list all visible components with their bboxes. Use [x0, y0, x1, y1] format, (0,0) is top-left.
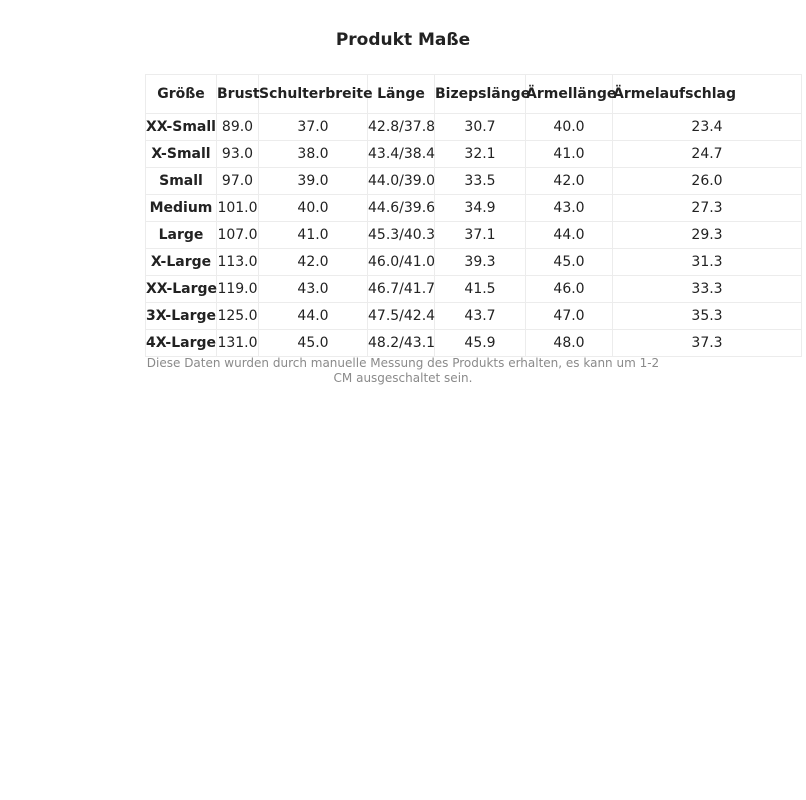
size-cell: Medium — [146, 195, 217, 222]
size-cell: Large — [146, 222, 217, 249]
table-cell: 23.4 — [613, 114, 802, 141]
table-cell: 43.0 — [259, 276, 368, 303]
table-cell: 41.5 — [435, 276, 526, 303]
table-cell: 43.0 — [526, 195, 613, 222]
table-cell: 89.0 — [217, 114, 259, 141]
column-header-length: Länge — [368, 75, 435, 114]
table-row — [146, 222, 802, 249]
measurement-note: Diese Daten wurden durch manuelle Messung des Produkts erhalten, es kann um 1-2 CM ausgeschaltet sein. — [146, 356, 660, 385]
size-cell: X-Large — [146, 249, 217, 276]
table-cell: 29.3 — [613, 222, 802, 249]
column-header-cuff: Ärmelaufschlag — [613, 75, 802, 114]
page-title: Produkt Maße — [335, 30, 471, 50]
table-cell: 48.0 — [526, 330, 613, 357]
table-cell: 41.0 — [259, 222, 368, 249]
table-cell: 24.7 — [613, 141, 802, 168]
table-cell: 43.4/38.4 — [368, 141, 435, 168]
size-table — [145, 74, 802, 357]
size-cell: 3X-Large — [146, 303, 217, 330]
column-header-chest: Brust — [217, 75, 259, 114]
table-cell: 42.0 — [259, 249, 368, 276]
table-cell: 35.3 — [613, 303, 802, 330]
table-row — [146, 114, 802, 141]
table-cell: 46.7/41.7 — [368, 276, 435, 303]
table-cell: 31.3 — [613, 249, 802, 276]
table-cell: 107.0 — [217, 222, 259, 249]
table-cell: 46.0/41.0 — [368, 249, 435, 276]
table-row — [146, 195, 802, 222]
table-cell: 119.0 — [217, 276, 259, 303]
table-cell: 37.0 — [259, 114, 368, 141]
size-table-container — [145, 74, 736, 357]
size-cell: XX-Small — [146, 114, 217, 141]
table-row — [146, 249, 802, 276]
table-cell: 41.0 — [526, 141, 613, 168]
table-cell: 47.5/42.4 — [368, 303, 435, 330]
table-cell: 45.3/40.3 — [368, 222, 435, 249]
table-cell: 113.0 — [217, 249, 259, 276]
table-cell: 40.0 — [259, 195, 368, 222]
table-cell: 34.9 — [435, 195, 526, 222]
table-cell: 46.0 — [526, 276, 613, 303]
table-cell: 32.1 — [435, 141, 526, 168]
table-cell: 39.3 — [435, 249, 526, 276]
table-cell: 26.0 — [613, 168, 802, 195]
table-row — [146, 330, 802, 357]
table-cell: 48.2/43.1 — [368, 330, 435, 357]
table-cell: 37.3 — [613, 330, 802, 357]
table-row — [146, 168, 802, 195]
table-cell: 40.0 — [526, 114, 613, 141]
table-cell: 44.6/39.6 — [368, 195, 435, 222]
table-cell: 38.0 — [259, 141, 368, 168]
column-header-sleeve-length: Ärmellänge — [526, 75, 613, 114]
column-header-shoulder-width: Schulterbreite — [259, 75, 368, 114]
size-cell: Small — [146, 168, 217, 195]
table-cell: 44.0 — [259, 303, 368, 330]
table-cell: 44.0/39.0 — [368, 168, 435, 195]
size-cell: X-Small — [146, 141, 217, 168]
size-cell: 4X-Large — [146, 330, 217, 357]
table-row — [146, 276, 802, 303]
table-cell: 125.0 — [217, 303, 259, 330]
table-cell: 33.5 — [435, 168, 526, 195]
table-cell: 33.3 — [613, 276, 802, 303]
table-cell: 39.0 — [259, 168, 368, 195]
table-cell: 42.8/37.8 — [368, 114, 435, 141]
table-cell: 27.3 — [613, 195, 802, 222]
table-cell: 45.0 — [526, 249, 613, 276]
table-cell: 45.0 — [259, 330, 368, 357]
table-cell: 30.7 — [435, 114, 526, 141]
table-cell: 101.0 — [217, 195, 259, 222]
table-cell: 37.1 — [435, 222, 526, 249]
table-cell: 93.0 — [217, 141, 259, 168]
table-cell: 131.0 — [217, 330, 259, 357]
table-cell: 45.9 — [435, 330, 526, 357]
table-header-row — [146, 75, 802, 114]
size-cell: XX-Large — [146, 276, 217, 303]
column-header-size: Größe — [146, 75, 217, 114]
table-row — [146, 303, 802, 330]
table-cell: 97.0 — [217, 168, 259, 195]
table-row — [146, 141, 802, 168]
table-cell: 47.0 — [526, 303, 613, 330]
column-header-bicep-length: Bizepslänge — [435, 75, 526, 114]
table-cell: 43.7 — [435, 303, 526, 330]
table-cell: 42.0 — [526, 168, 613, 195]
table-cell: 44.0 — [526, 222, 613, 249]
